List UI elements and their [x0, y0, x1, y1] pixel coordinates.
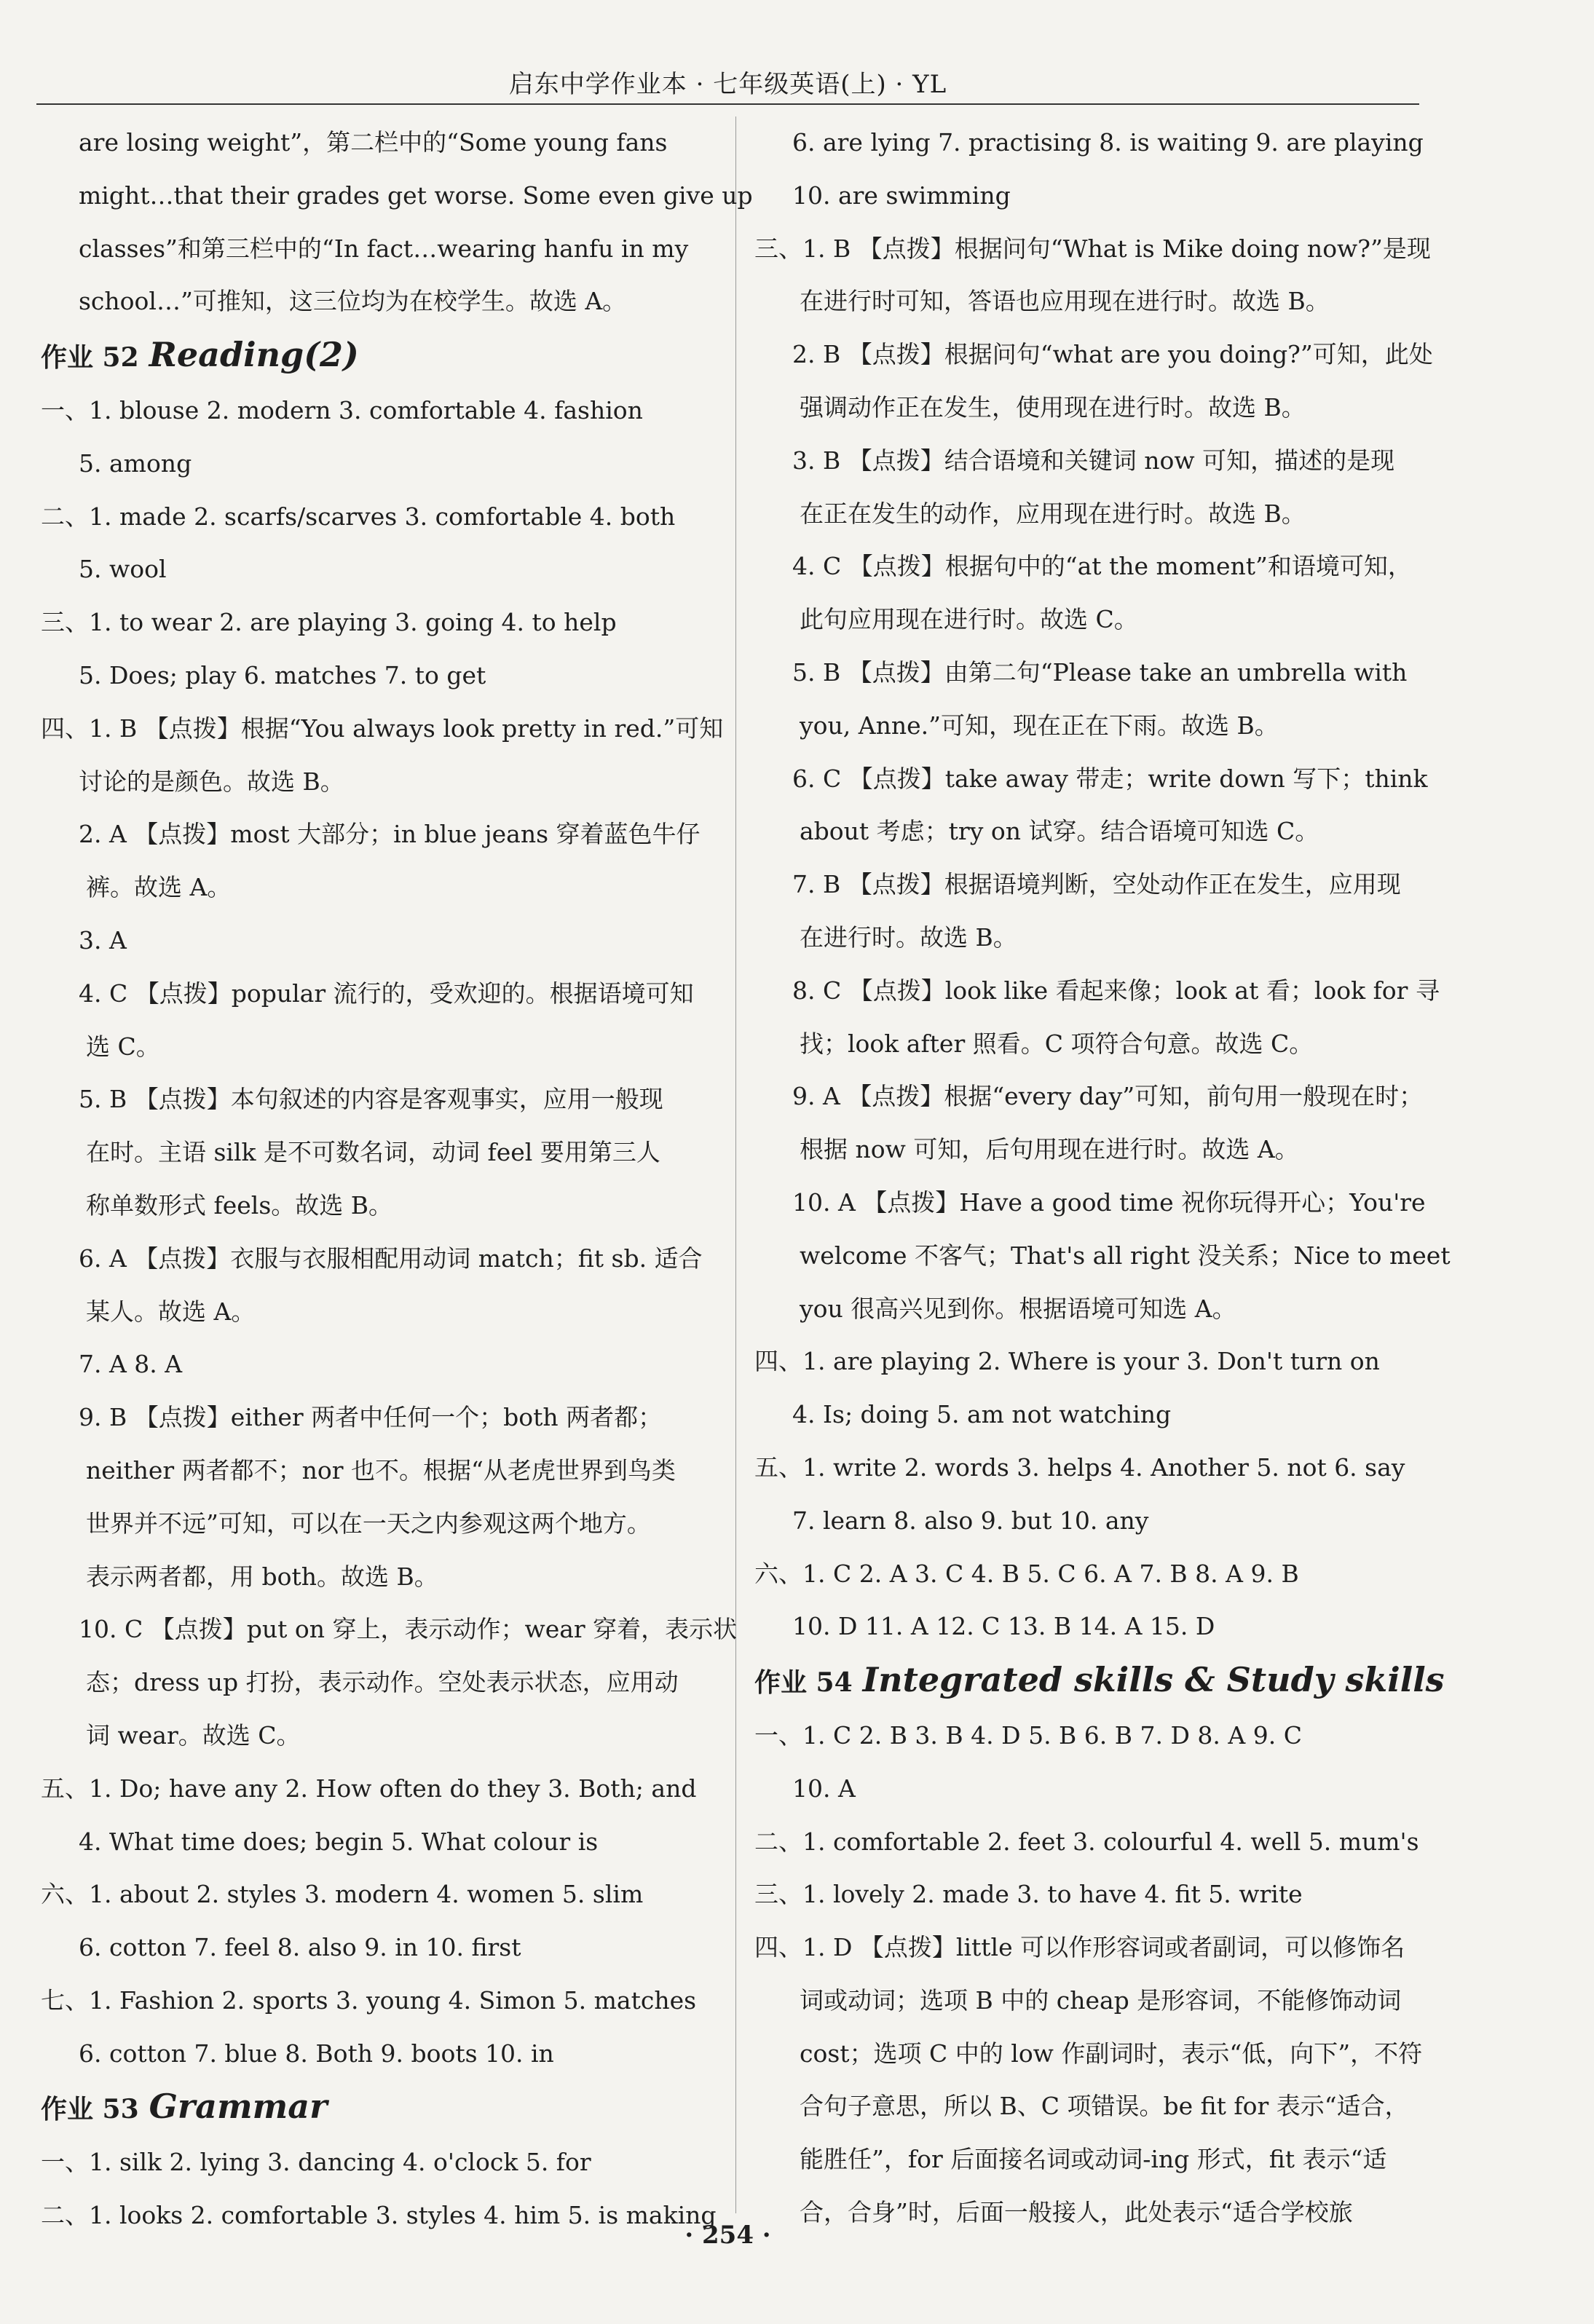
answer-line: welcome 不客气；That's all right 没关系；Nice to meet: [800, 1241, 1451, 1270]
column-divider: [735, 116, 736, 2213]
answer-line: about 考虑；try on 试穿。结合语境可知选 C。: [800, 817, 1319, 846]
section-title: Reading(2): [149, 335, 359, 375]
section-heading: [754, 1653, 1445, 1710]
answer-line: 4. C 【点拨】根据句中的“at the moment”和语境可知，: [792, 552, 1412, 581]
answer-line: 9. A 【点拨】根据“every day”可知，前句用一般现在时；: [792, 1082, 1424, 1111]
answer-line: 合，合身”时，后面一般接人，此处表示“适合学校旅: [800, 2198, 1353, 2227]
answer-line: 能胜任”，for 后面接名词或动词-ing 形式，fit 表示“适: [800, 2145, 1387, 2174]
answer-line: you 很高兴见到你。根据语境可知选 A。: [800, 1294, 1236, 1323]
section-title: Integrated skills & Study skills: [862, 1660, 1445, 1700]
right-column: [754, 116, 1451, 2240]
answer-line: 4. What time does; begin 5. What colour is: [79, 1827, 599, 1856]
answer-line: 6. cotton 7. blue 8. Both 9. boots 10. in: [79, 2039, 554, 2068]
answer-line: 5. Does; play 6. matches 7. to get: [79, 660, 486, 689]
answer-line: 二、1. made 2. scarfs/scarves 3. comfortable 4. both: [41, 502, 676, 531]
answer-line: 7. learn 8. also 9. but 10. any: [792, 1506, 1149, 1535]
answer-line: 3. A: [79, 925, 127, 954]
answer-line: 表示两者都，用 both。故选 B。: [86, 1562, 438, 1591]
answer-line: 在时。主语 silk 是不可数名词，动词 feel 要用第三人: [86, 1138, 660, 1167]
answer-line: 根据 now 可知，后句用现在进行时。故选 A。: [800, 1135, 1299, 1164]
answer-line: 6. C 【点拨】take away 带走；write down 写下；think: [792, 764, 1428, 793]
answer-line: 7. A 8. A: [79, 1350, 183, 1379]
answer-line: 选 C。: [86, 1032, 160, 1061]
answer-line: 二、1. looks 2. comfortable 3. styles 4. him 5. is making: [41, 2201, 717, 2230]
answer-line: 10. C 【点拨】put on 穿上，表示动作；wear 穿着，表示状: [79, 1615, 738, 1644]
answer-line: 10. D 11. A 12. C 13. B 14. A 15. D: [792, 1612, 1215, 1641]
page-header: 启东中学作业本 · 七年级英语(上) · YL: [508, 70, 947, 99]
answer-line: neither 两者都不；nor 也不。根据“从老虎世界到鸟类: [86, 1455, 676, 1485]
answer-line: 世界并不远”可知，可以在一天之内参观这两个地方。: [86, 1509, 651, 1538]
answer-line: 10. are swimming: [792, 181, 1011, 210]
answer-line: 合句子意思，所以 B、C 项错误。be fit for 表示“适合，: [800, 2092, 1409, 2121]
section-heading: [41, 2080, 718, 2136]
answer-line: 在进行时。故选 B。: [800, 922, 1017, 952]
answer-line: 10. A: [792, 1774, 856, 1803]
answer-line: 裤。故选 A。: [86, 873, 232, 902]
answer-line: 态；dress up 打扮，表示动作。空处表示状态，应用动: [86, 1668, 679, 1697]
answer-line: classes”和第三栏中的“In fact…wearing hanfu in my: [79, 234, 689, 263]
answer-line: 一、1. silk 2. lying 3. dancing 4. o'clock 5. for: [41, 2148, 591, 2177]
answer-line: 在进行时可知，答语也应用现在进行时。故选 B。: [800, 287, 1330, 316]
answer-line: 四、1. B 【点拨】根据“You always look pretty in red.”可知: [41, 714, 724, 743]
answer-line: 五、1. write 2. words 3. helps 4. Another 5. not 6. say: [754, 1452, 1405, 1482]
answer-line: 词或动词；选项 B 中的 cheap 是形容词，不能修饰动词: [800, 1985, 1402, 2015]
answer-line: cost；选项 C 中的 low 作副词时，表示“低，向下”，不符: [800, 2039, 1423, 2068]
answer-line: 6. A 【点拨】衣服与衣服相配用动词 match；fit sb. 适合: [79, 1244, 703, 1273]
answer-line: 五、1. Do; have any 2. How often do they 3. Both; and: [41, 1774, 697, 1803]
answer-line: 二、1. comfortable 2. feet 3. colourful 4. well 5. mum's: [754, 1827, 1419, 1856]
section-label: 作业 53: [41, 2094, 139, 2125]
answer-line: 三、1. to wear 2. are playing 3. going 4. to help: [41, 608, 617, 637]
answer-line: 5. B 【点拨】由第二句“Please take an umbrella with: [792, 657, 1408, 687]
answer-line: 强调动作正在发生，使用现在进行时。故选 B。: [800, 392, 1306, 422]
answer-line: 4. C 【点拨】popular 流行的，受欢迎的。根据语境可知: [79, 979, 694, 1008]
answer-line: 3. B 【点拨】结合语境和关键词 now 可知，描述的是现: [792, 446, 1395, 475]
answer-line: 三、1. lovely 2. made 3. to have 4. fit 5. write: [754, 1880, 1303, 1909]
answer-line: 5. wool: [79, 555, 167, 584]
answer-line: 四、1. are playing 2. Where is your 3. Don't turn on: [754, 1347, 1380, 1376]
answer-line: you, Anne.”可知，现在正在下雨。故选 B。: [800, 711, 1279, 740]
answer-line: 2. B 【点拨】根据问句“what are you doing?”可知，此处: [792, 340, 1433, 369]
header-rule: [36, 103, 1419, 105]
answer-line: 5. among: [79, 448, 192, 478]
answer-line: 一、1. C 2. B 3. B 4. D 5. B 6. B 7. D 8. A 9. C: [754, 1720, 1302, 1750]
answer-line: 5. B 【点拨】本句叙述的内容是客观事实，应用一般现: [79, 1085, 663, 1114]
answer-line: 称单数形式 feels。故选 B。: [86, 1190, 392, 1220]
answer-line: school…”可推知，这三位均为在校学生。故选 A。: [79, 287, 627, 316]
answer-line: 8. C 【点拨】look like 看起来像；look at 看；look for 寻: [792, 976, 1440, 1005]
page-number: · 254 ·: [684, 2221, 771, 2250]
answer-line: 三、1. B 【点拨】根据问句“What is Mike doing now?”是现: [754, 234, 1431, 263]
answer-line: 7. B 【点拨】根据语境判断，空处动作正在发生，应用现: [792, 870, 1401, 899]
answer-line: 6. cotton 7. feel 8. also 9. in 10. first: [79, 1933, 521, 1962]
answer-line: 找；look after 照看。C 项符合句意。故选 C。: [800, 1029, 1314, 1058]
answer-line: 讨论的是颜色。故选 B。: [79, 767, 344, 796]
answer-line: 9. B 【点拨】either 两者中任何一个；both 两者都；: [79, 1403, 663, 1432]
section-label: 作业 54: [754, 1667, 853, 1699]
answer-line: 2. A 【点拨】most 大部分；in blue jeans 穿着蓝色牛仔: [79, 820, 701, 849]
section-title: Grammar: [149, 2087, 328, 2127]
answer-line: 七、1. Fashion 2. sports 3. young 4. Simon 5. matches: [41, 1985, 697, 2015]
answer-line: 一、1. blouse 2. modern 3. comfortable 4. fashion: [41, 395, 643, 424]
answer-line: 10. A 【点拨】Have a good time 祝你玩得开心；You're: [792, 1187, 1426, 1217]
answer-line: 四、1. D 【点拨】little 可以作形容词或者副词，可以修饰名: [754, 1933, 1405, 1962]
answer-line: 词 wear。故选 C。: [86, 1720, 301, 1750]
answer-line: 在正在发生的动作，应用现在进行时。故选 B。: [800, 499, 1306, 528]
section-label: 作业 52: [41, 342, 139, 374]
answer-line: 此句应用现在进行时。故选 C。: [800, 605, 1138, 634]
answer-line: are losing weight”，第二栏中的“Some young fans: [79, 128, 668, 157]
answer-line: 六、1. about 2. styles 3. modern 4. women 5. slim: [41, 1880, 644, 1909]
section-heading: [41, 328, 718, 384]
answer-line: 某人。故选 A。: [86, 1297, 256, 1326]
answer-line: 六、1. C 2. A 3. C 4. B 5. C 6. A 7. B 8. A 9. B: [754, 1559, 1299, 1588]
answer-line: 4. Is; doing 5. am not watching: [792, 1400, 1172, 1429]
answer-line: 6. are lying 7. practising 8. is waiting 9. are playing: [792, 128, 1424, 157]
answer-line: might…that their grades get worse. Some even give up: [79, 181, 753, 210]
